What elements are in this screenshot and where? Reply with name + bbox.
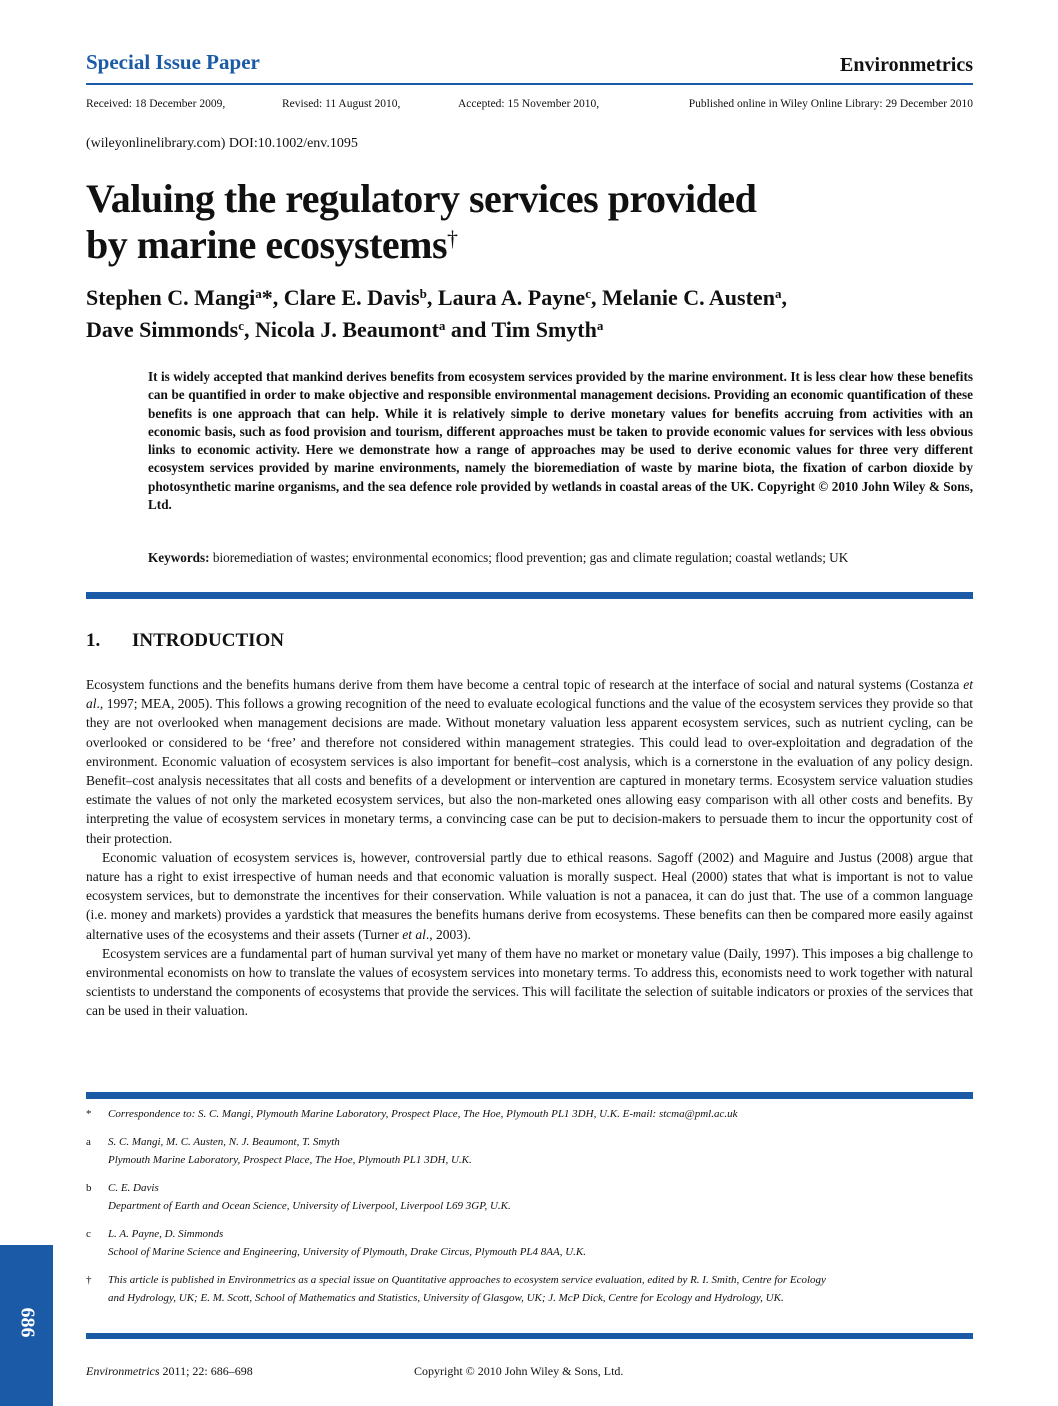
footnote-line: This article is published in Environmetrics as a special issue on Quantitative approaches to ecosystem service evaluation, edited by R. I. Smith, Centre for Ecology [108, 1274, 826, 1286]
author: Stephen C. Mangi [86, 285, 256, 310]
footnote [86, 1133, 973, 1169]
author-affil: a [438, 318, 446, 333]
article-title [86, 176, 966, 268]
paragraph: Ecosystem services are a fundamental part of human survival yet many of them have no market or monetary value (Daily, 1997). This imposes a big challenge to environmental economists on how to translate the values of ecosystem services into monetary terms. To address this, economists need to work together with natural scientists to understand the components of ecosystems that provide the services. This will facilitate the selection of suitable indicators or proxies of the services that can be used in their valuation. [86, 945, 973, 1019]
et-al: et al [86, 677, 973, 712]
footnote-line: School of Marine Science and Engineering, University of Plymouth, Drake Circus, Plymouth PL4 8AA, U.K. [108, 1246, 587, 1258]
author-affil: a [255, 286, 262, 301]
footnote-line: and Hydrology, UK; E. M. Scott, School of Mathematics and Statistics, University of Glasgow, UK; J. McP Dick, Centre for Ecology and Hydrology, UK. [108, 1292, 784, 1304]
section-number: 1. [86, 630, 101, 651]
citation-journal: Environmetrics [86, 1364, 160, 1378]
revised-date: Revised: 11 August 2010, [282, 98, 401, 110]
author: Laura A. Payne [437, 285, 586, 310]
footnote [86, 1105, 973, 1123]
et-al: et al [402, 926, 426, 942]
keywords-list: bioremediation of wastes; environmental economics; flood prevention; gas and climate regulation; coastal wetlands; UK [212, 550, 849, 565]
page-number: 686 [16, 1307, 39, 1338]
section-heading [86, 630, 284, 652]
article-dates [86, 98, 973, 110]
paragraph [86, 675, 973, 848]
author-sep: , [781, 285, 787, 310]
footnote-mark: * [86, 1108, 92, 1120]
received-date: Received: 18 December 2009, [86, 98, 226, 110]
footnote-mark: † [86, 1274, 92, 1286]
footnote-mark: b [86, 1182, 92, 1194]
keywords [148, 549, 973, 567]
author: Nicola J. Beaumont [254, 317, 439, 342]
paragraph-text: Ecosystem functions and the benefits humans derive from them have become a central topic of research at the interface of social and natural systems (Costanza [86, 677, 964, 692]
author-sep: *, [261, 285, 284, 310]
author-sep: , [243, 317, 255, 342]
section-label: Special Issue Paper [86, 50, 260, 74]
journal-name: Environmetrics [840, 54, 973, 76]
footnote [86, 1179, 973, 1215]
page-number-tab [0, 1245, 53, 1406]
footnote [86, 1225, 973, 1261]
title-line-2-text: by marine ecosystems [86, 222, 448, 267]
author-list [86, 282, 976, 346]
title-dagger: † [447, 226, 458, 251]
header-rule [86, 83, 973, 85]
author-sep: , [426, 285, 438, 310]
title-line-1: Valuing the regulatory services provided [86, 176, 757, 221]
footnote [86, 1271, 973, 1307]
published-date: Published online in Wiley Online Library: 29 December 2010 [688, 98, 973, 110]
author: Melanie C. Austen [601, 285, 775, 310]
footnote-line: C. E. Davis [108, 1182, 159, 1194]
citation [86, 1364, 253, 1379]
footnote-line: Plymouth Marine Laboratory, Prospect Place, The Hoe, Plymouth PL1 3DH, U.K. [108, 1154, 472, 1166]
author-affil: b [419, 286, 427, 301]
author-sep: and [445, 317, 492, 342]
doi: (wileyonlinelibrary.com) DOI:10.1002/env.1095 [86, 136, 358, 151]
citation-volume: 2011; 22: 686–698 [159, 1364, 253, 1378]
paragraph-text: Economic valuation of ecosystem services is, however, controversial partly due to ethical reasons. Sagoff (2002) and Maguire and Justus (2008) argue that nature has a right to exist irrespective of human needs and that economic valuation is morally suspect. Heal (2000) states that what is important is not to value ecosystem services, but to demonstrate the incentives for their conservation. While valuation is not a panacea, it can do just that. The use of a common language (i.e. money and markets) provides a yardstick that measures the benefits humans derive from ecosystems. These benefits can then be compared more easily against alternative uses of the ecosystems and their assets (Turner [86, 849, 973, 942]
footnote-mark: a [86, 1136, 91, 1148]
accepted-date: Accepted: 15 November 2010, [458, 98, 600, 110]
paragraph-text: ., 2003). [425, 926, 471, 942]
footnote-mark: c [86, 1228, 91, 1240]
author: Clare E. Davis [283, 285, 420, 310]
author-sep: , [590, 285, 602, 310]
footer-rule [86, 1333, 973, 1339]
author: Dave Simmonds [86, 317, 239, 342]
paragraph-text: ., 1997; MEA, 2005). This follows a growing recognition of the need to evaluate ecological functions and the value of the ecosystem services they provide so that they are not overlooked when management decisions are made. Without monetary valuation less apparent ecosystem services, such as nutrient cycling, can be overlooked or considered to be ‘free’ and therefore not considered within management strategies. This could lead to over-exploitation and degradation of the environment. Economic valuation of ecosystem services is also important for benefit–cost analysis, which is a cornerstone in the evaluation of any policy design. Benefit–cost analysis necessitates that all costs and benefits of a development or intervention are captured in monetary terms. Ecosystem service valuation studies estimate the values of not only the marketed ecosystem services, but also the non-marketed ones allowing easy comparison with all other costs and benefits. By interpreting the value of ecosystem services in monetary terms, a convincing case can be put to decision-makers to persuade them to incur the opportunity cost of their protection. [86, 696, 973, 846]
author: Tim Smyth [491, 317, 597, 342]
author-affil: a [774, 286, 782, 301]
body-text [86, 675, 973, 1021]
paragraph [86, 848, 973, 944]
author-affil: a [596, 318, 604, 333]
author-affil: c [585, 286, 591, 301]
title-line-2 [86, 222, 966, 268]
abstract: It is widely accepted that mankind derives benefits from ecosystem services provided by the marine environment. It is less clear how these benefits can be quantified in order to make objective and responsible environmental management decisions. Providing an economic quantification of these benefits is one approach that can help. While it is relatively simple to derive monetary values for benefits accruing from activities with an economic basis, such as food provision and tourism, different approaches must be taken to provide economic values for services with less obvious links to economic activity. Here we demonstrate how a range of approaches may be used to derive economic values for three very different ecosystem services provided by marine environments, namely the bioremediation of waste by marine biota, the fixation of carbon dioxide by photosynthetic marine organisms, and the sea defence role provided by wetlands in coastal areas of the UK. Copyright © 2010 John Wiley & Sons, Ltd. [148, 369, 973, 513]
section-title: INTRODUCTION [132, 630, 285, 651]
footnote-rule [86, 1092, 973, 1099]
footnotes [86, 1105, 973, 1317]
footnote-line: L. A. Payne, D. Simmonds [108, 1228, 224, 1240]
footnote-line: Department of Earth and Ocean Science, University of Liverpool, Liverpool L69 3GP, U.K. [108, 1200, 511, 1212]
author-affil: c [238, 318, 244, 333]
footnote-line: Correspondence to: S. C. Mangi, Plymouth Marine Laboratory, Prospect Place, The Hoe, Plymouth PL1 3DH, U.K. E-mail: stcma@pml.ac.uk [108, 1108, 738, 1120]
copyright: Copyright © 2010 John Wiley & Sons, Ltd. [414, 1364, 624, 1378]
keywords-label: Keywords: [148, 550, 210, 565]
abstract-rule [86, 592, 973, 599]
footnote-line: S. C. Mangi, M. C. Austen, N. J. Beaumont, T. Smyth [108, 1136, 340, 1148]
